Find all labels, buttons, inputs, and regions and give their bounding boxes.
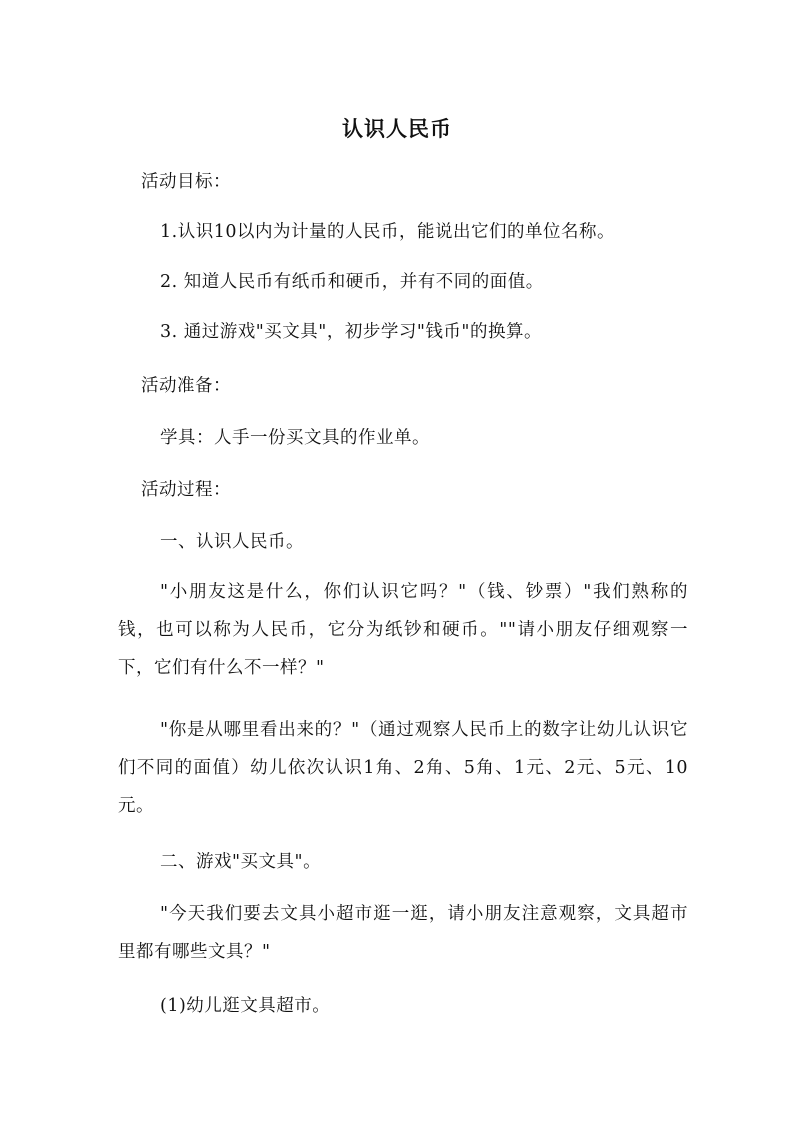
section1-paragraph-2: "你是从哪里看出来的？"（通过观察人民币上的数字让幼儿认识它们不同的面值）幼儿依次认识1角、2角、5角、1元、2元、5元、10元。	[118, 720, 688, 816]
section2-heading: 二、游戏"买文具"。	[160, 852, 322, 872]
goal-item-3: 3. 通过游戏"买文具"，初步学习"钱币"的换算。	[160, 322, 542, 342]
goals-heading: 活动目标：	[141, 172, 231, 192]
section2-paragraph-1: "今天我们要去文具小超市逛一逛，请小朋友注意观察，文具超市里都有哪些文具？"	[118, 904, 688, 962]
prep-item: 学具：人手一份买文具的作业单。	[160, 428, 430, 448]
section2-step-1: (1)幼儿逛文具超市。	[160, 996, 331, 1016]
page-title: 认识人民币	[342, 116, 452, 141]
goal-item-1: 1.认识10以内为计量的人民币，能说出它们的单位名称。	[160, 222, 615, 242]
goal-item-2: 2. 知道人民币有纸币和硬币，并有不同的面值。	[160, 272, 544, 292]
process-heading: 活动过程：	[141, 480, 231, 500]
section1-heading: 一、认识人民币。	[160, 532, 304, 552]
prep-heading: 活动准备：	[141, 376, 231, 396]
section1-paragraph-1: "小朋友这是什么，你们认识它吗？"（钱、钞票）"我们熟称的钱，也可以称为人民币，它分为纸钞和硬币。""请小朋友仔细观察一下，它们有什么不一样？"	[118, 582, 688, 678]
